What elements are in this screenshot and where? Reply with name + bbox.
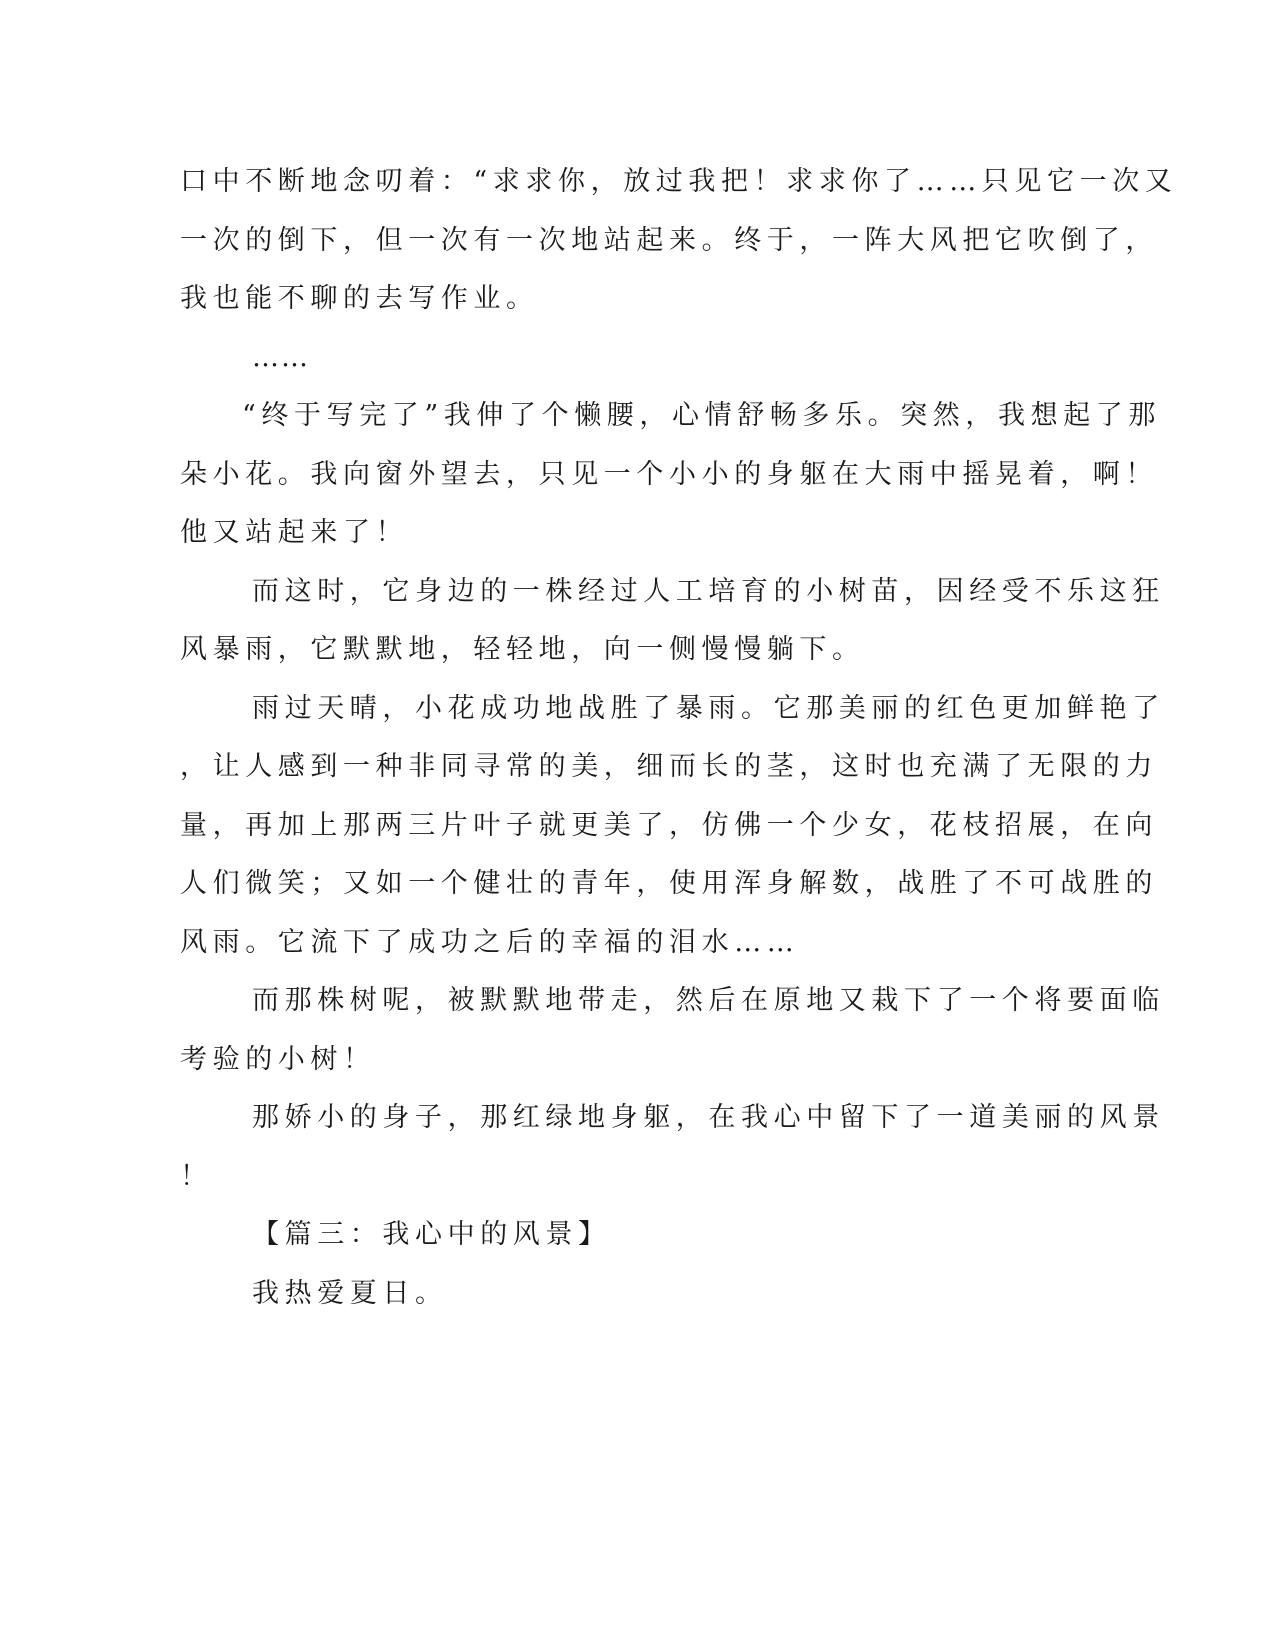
text-line: 他又站起来了！ — [180, 517, 409, 548]
text-line: 我也能不聊的去写作业。 — [180, 283, 539, 314]
text-line: 一次的倒下，但一次有一次地站起来。终于，一阵大风把它吹倒了， — [180, 225, 1158, 256]
text-line: 人们微笑；又如一个健壮的青年，使用浑身解数，战胜了不可战胜的 — [180, 868, 1158, 899]
text-line: 而那株树呢，被默默地带走，然后在原地又栽下了一个将要面临 — [252, 985, 1165, 1016]
text-line: 那娇小的身子，那红绿地身躯，在我心中留下了一道美丽的风景 — [252, 1102, 1165, 1133]
text-line: 口中不断地念叨着：“求求你，放过我把！求求你了……只见它一次又 — [180, 166, 1178, 197]
text-line: 而这时，它身边的一株经过人工培育的小树苗，因经受不乐这狂 — [252, 576, 1165, 607]
text-line: “终于写完了”我伸了个懒腰，心情舒畅多乐。突然，我想起了那 — [242, 400, 1162, 431]
text-line: …… — [252, 342, 310, 373]
text-line: 风暴雨，它默默地，轻轻地，向一侧慢慢躺下。 — [180, 634, 865, 665]
text-line: ！ — [180, 1161, 213, 1192]
text-line: 朵小花。我向窗外望去，只见一个小小的身躯在大雨中摇晃着，啊！ — [180, 459, 1158, 490]
section-heading: 【篇三：我心中的风景】 — [252, 1219, 611, 1250]
text-line: ，让人感到一种非同寻常的美，细而长的茎，这时也充满了无限的力 — [180, 751, 1158, 782]
text-line: 量，再加上那两三片叶子就更美了，仿佛一个少女，花枝招展，在向 — [180, 810, 1158, 841]
text-line: 雨过天晴，小花成功地战胜了暴雨。它那美丽的红色更加鲜艳了 — [252, 693, 1165, 724]
text-line: 风雨。它流下了成功之后的幸福的泪水…… — [180, 927, 800, 958]
text-line: 我热爱夏日。 — [252, 1278, 448, 1309]
text-line: 考验的小树！ — [180, 1044, 376, 1075]
